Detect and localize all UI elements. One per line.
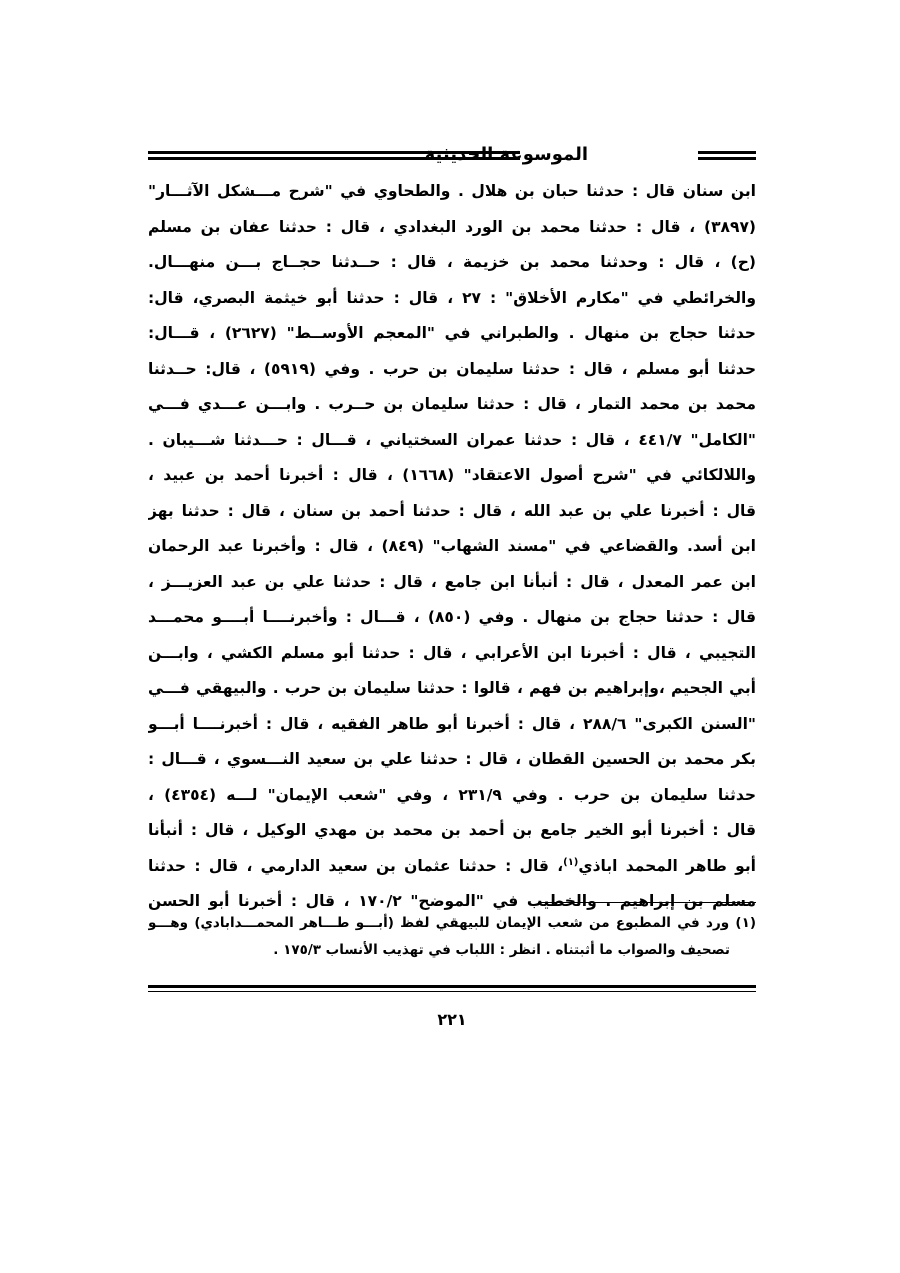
- text-line: حدثنا أبو مسلم ، قال : حدثنا سليمان بن حرب . وفي (٥٩١٩) ، قال: حــدثنا: [148, 359, 756, 378]
- text-line: ابن عمر المعدل ، قال : أنبأنا ابن جامع ، قال : حدثنا علي بن عبد العزيـــز ،: [148, 572, 756, 591]
- text-line: "الكامل" ٤٤١/٧ ، قال : حدثنا عمران السختياني ، قـــال : حـــدثنا شـــيبان .: [148, 430, 756, 449]
- header-rule-right: [698, 151, 756, 160]
- text-line: (٣٨٩٧) ، قال : حدثنا محمد بن الورد البغدادي ، قال : حدثنا عفان بن مسلم: [148, 217, 756, 236]
- text-line: واللالكائي في "شرح أصول الاعتقاد" (١٦٦٨) ، قال : أخبرنا أحمد بن عبيد ،: [148, 466, 756, 484]
- header-title: الموسوعة الحديثية: [424, 144, 588, 165]
- text-segment: أبو طاهر المحمد اباذي: [578, 856, 756, 875]
- text-line: قال : حدثنا حجاج بن منهال . وفي (٨٥٠) ، قـــال : وأخبرنــــا أبــــو محمـــد: [148, 608, 756, 626]
- text-line: أبي الجحيم ،وإبراهيم بن فهم ، قالوا : حدثنا سليمان بن حرب . والبيهقي فـــي: [148, 679, 756, 697]
- footnote-line: (١) ورد في المطبوع من شعب الإيمان للبيهقي لفظ (أبـــو طـــاهر المحمـــدابادي) وهـــو: [148, 915, 756, 931]
- footnote-line: تصحيف والصواب ما أثبتناه . انظر : اللباب في تهذيب الأنساب ١٧٥/٣ .: [273, 942, 730, 958]
- text-segment: ، قال : حدثنا عثمان بن سعيد الدارمي ، قال : حدثنا: [148, 856, 564, 875]
- text-line: "السنن الكبرى" ٢٨٨/٦ ، قال : أخبرنا أبو طاهر الفقيه ، قال : أخبرنــــا أبـــو: [148, 714, 756, 733]
- text-line: (ح) ، قال : وحدثنا محمد بن خزيمة ، قال : حــدثنا حجــاج بـــن منهـــال.: [148, 253, 756, 271]
- text-line: ابن سنان قال : حدثنا حبان بن هلال . والطحاوي في "شرح مـــشكل الآثـــار": [148, 182, 756, 200]
- header-rule-left: [148, 151, 520, 160]
- text-line: ابن أسد. والقضاعي في "مسند الشهاب" (٨٤٩) ، قال : وأخبرنا عبد الرحمان: [148, 537, 756, 555]
- text-line: بكر محمد بن الحسين القطان ، قال : حدثنا علي بن سعيد النـــسوي ، قـــال :: [148, 750, 756, 768]
- text-line: محمد بن محمد التمار ، قال : حدثنا سليمان بن حــرب . وابـــن عـــدي فـــي: [148, 395, 756, 413]
- text-line-with-footnote: [148, 849, 756, 885]
- text-line: التجيبي ، قال : أخبرنا ابن الأعرابي ، قال : حدثنا أبو مسلم الكشي ، وابـــن: [148, 643, 756, 662]
- footnote-reference[interactable]: (١): [563, 856, 579, 868]
- running-header: [148, 142, 756, 172]
- book-page: [148, 130, 756, 1180]
- page-number: ٢٢١: [437, 1010, 467, 1029]
- bottom-rule: [148, 985, 756, 992]
- text-line: مسلم بن إبراهيم . والخطيب في "الموضح" ١٧٠/٢ ، قال : أخبرنا أبو الحسن: [148, 892, 756, 910]
- text-line: قال : أخبرنا علي بن عبد الله ، قال : حدثنا أحمد بن سنان ، قال : حدثنا بهز: [148, 501, 756, 520]
- text-line: والخرائطي في "مكارم الأخلاق" : ٢٧ ، قال : حدثنا أبو خيثمة البصري، قال:: [148, 288, 756, 307]
- text-line: حدثنا سليمان بن حرب . وفي ٢٣١/٩ ، وفي "شعب الإيمان" لـــه (٤٣٥٤) ،: [148, 785, 756, 804]
- text-line: قال : أخبرنا أبو الخير جامع بن أحمد بن محمد بن مهدي الوكيل ، قال : أنبأنا: [148, 821, 756, 839]
- main-text: [148, 174, 756, 920]
- footnote-separator: [538, 902, 756, 903]
- text-line: حدثنا حجاج بن منهال . والطبراني في "المعجم الأوســط" (٢٦٢٧) ، قـــال:: [148, 324, 756, 342]
- footnotes: [148, 910, 756, 964]
